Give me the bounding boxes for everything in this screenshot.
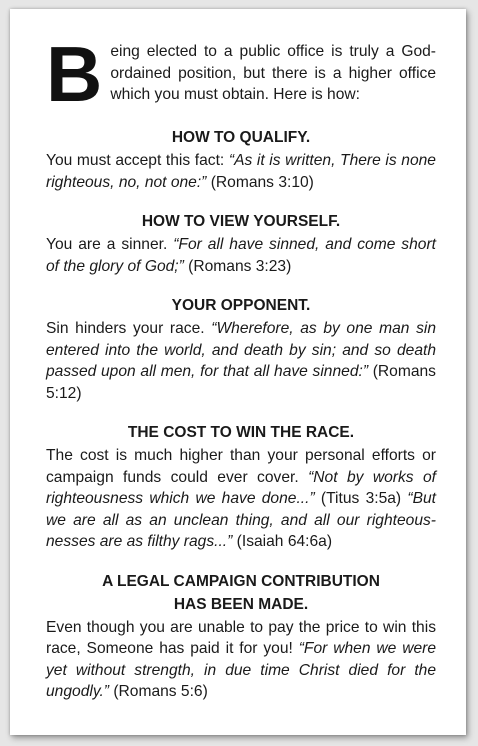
tract-page	[10, 9, 466, 735]
scripture-reference: (Romans 3:23)	[183, 257, 292, 275]
scripture-quote: “Not by works of righteousness which we have done...”	[46, 468, 437, 507]
body-text: Even though you are unable to pay the price to win this race, Someone has paid it for you!	[46, 618, 436, 657]
intro-paragraph	[46, 30, 436, 118]
section-body	[46, 234, 436, 277]
section-heading-line-2: HAS BEEN MADE.	[173, 595, 309, 613]
section-heading: A LEGAL CAMPAIGN CONTRIBUTION	[102, 572, 380, 590]
scripture-quote: “Wherefore, as by one man sin entered into the world, and death by sin; and so death passed upon all men, for that all have sinned:”	[46, 320, 436, 380]
section-body	[46, 318, 436, 404]
body-text: The cost is much higher than your personal efforts or campaign funds could ever cover.	[46, 447, 436, 486]
body-text: Sin hinders your race.	[46, 320, 212, 337]
section-heading: HOW TO QUALIFY.	[171, 129, 311, 146]
section-your-opponent	[46, 295, 436, 404]
drop-cap: B	[46, 30, 103, 118]
scripture-reference: (Romans 5:12)	[46, 363, 436, 402]
section-body	[46, 150, 436, 193]
scripture-quote-2: “But we are all as an unclean thing, and all our righteousnesses are as filthy rags...”	[46, 490, 436, 550]
scripture-quote: “For when we were yet without strength, in due time Christ died for the ungodly.”	[46, 640, 436, 700]
section-cost-to-win	[46, 422, 436, 553]
scripture-reference-2: (Isaiah 64:6a)	[232, 533, 333, 550]
scripture-reference: (Romans 5:6)	[109, 683, 208, 700]
section-body	[46, 445, 436, 553]
section-body	[46, 617, 436, 703]
scripture-quote: “As it is written, There is none righteous, no, not one:”	[46, 152, 436, 191]
scripture-quote: “For all have sinned, and come short of the glory of God;”	[46, 236, 436, 275]
body-text: You are a sinner.	[46, 236, 174, 253]
section-how-to-view-yourself	[46, 211, 436, 277]
body-text: You must accept this fact:	[46, 152, 229, 169]
section-how-to-qualify	[46, 127, 436, 193]
section-heading: HOW TO VIEW YOURSELF.	[141, 213, 341, 230]
section-campaign-contribution	[46, 571, 436, 703]
scripture-reference: (Titus 3:5a)	[314, 490, 408, 507]
intro-text: eing elected to a public office is truly a God-ordained position, but there is a higher office which you must obtain. Here is how:	[110, 43, 436, 103]
section-heading: THE COST TO WIN THE RACE.	[127, 424, 355, 441]
section-heading: YOUR OPPONENT.	[171, 297, 311, 314]
scripture-reference: (Romans 3:10)	[206, 173, 314, 191]
